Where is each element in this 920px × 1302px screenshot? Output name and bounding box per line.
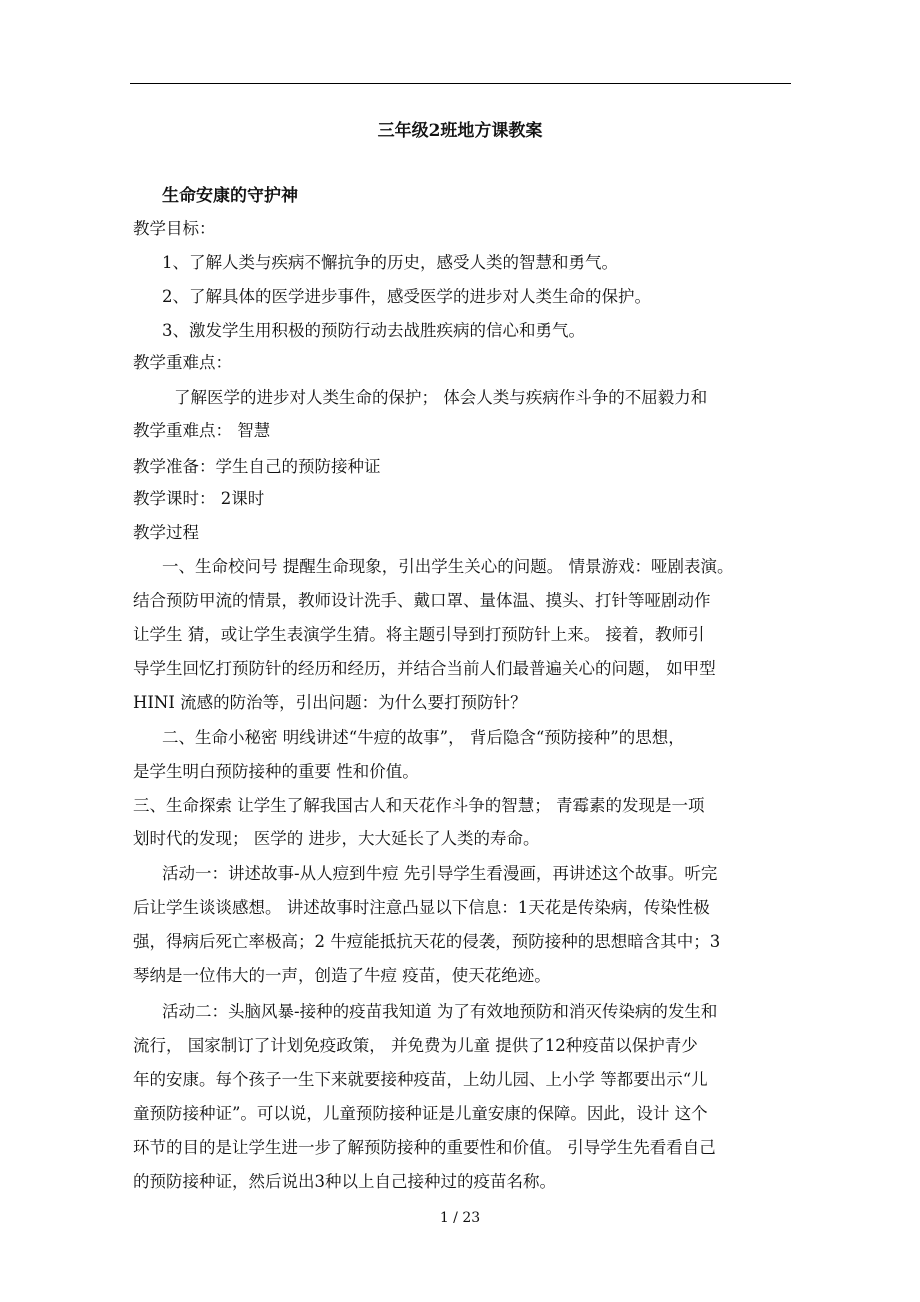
paragraph-line: 三、生命探索 让学生了解我国古人和天花作斗争的智慧； 青霉素的发现是一项 — [133, 796, 705, 815]
paragraph-line: 结合预防甲流的情景，教师设计洗手、戴口罩、量体温、摸头、打针等哑剧动作 — [133, 591, 711, 610]
section-heading-key-points: 教学重难点： — [133, 353, 232, 372]
paragraph-line: HINI 流感的防治等，引出问题：为什么要打预防针？ — [133, 693, 527, 712]
lesson-title: 生命安康的守护神 — [162, 186, 298, 206]
preparation-line: 教学准备：学生自己的预防接种证 — [133, 457, 381, 476]
key-points-continued: 教学重难点： 智慧 — [133, 421, 271, 440]
header-rule — [130, 83, 791, 84]
key-points-text: 了解医学的进步对人类生命的保护； 体会人类与疾病作斗争的不屈毅力和 — [174, 388, 708, 407]
paragraph-line: 强，得病后死亡率极高；2 牛痘能抵抗天花的侵袭，预防接种的思想暗含其中；3 — [133, 932, 721, 951]
periods-line: 教学课时： 2课时 — [133, 489, 265, 508]
document-title: 三年级2班地方课教案 — [377, 121, 543, 141]
paragraph-line: 的预防接种证，然后说出3种以上自己接种过的疫苗名称。 — [133, 1172, 556, 1191]
objective-1: 1、了解人类与疾病不懈抗争的历史，感受人类的智慧和勇气。 — [162, 253, 618, 272]
section-heading-process: 教学过程 — [133, 523, 199, 542]
paragraph-line: 流行， 国家制订了计划免疫政策， 并免费为儿童 提供了12种疫苗以保护青少 — [133, 1036, 698, 1055]
page-number: 1 / 23 — [439, 1210, 481, 1226]
paragraph-line: 环节的目的是让学生进一步了解预防接种的重要性和价值。 引导学生先看看自己 — [133, 1138, 716, 1157]
paragraph-line: 年的安康。每个孩子一生下来就要接种疫苗，上幼儿园、上小学 等都要出示“儿 — [133, 1070, 708, 1089]
paragraph-line: 是学生明白预防接种的重要 性和价值。 — [133, 762, 419, 781]
section-heading-objectives: 教学目标： — [133, 219, 216, 238]
paragraph-line: 一、生命校问号 提醒生命现象，引出学生关心的问题。 情景游戏：哑剧表演。 — [162, 557, 734, 576]
paragraph-line: 导学生回忆打预防针的经历和经历，并结合当前人们最普遍关心的问题， 如甲型 — [133, 659, 716, 678]
paragraph-line: 划时代的发现； 医学的 进步，大大延长了人类的寿命。 — [133, 829, 540, 848]
paragraph-line: 琴纳是一位伟大的一声，创造了牛痘 疫苗，使天花绝迹。 — [133, 966, 551, 985]
paragraph-line: 童预防接种证”。可以说，儿童预防接种证是儿童安康的保障。因此，设计 这个 — [133, 1104, 708, 1123]
objective-3: 3、激发学生用积极的预防行动去战胜疾病的信心和勇气。 — [162, 321, 585, 340]
objective-2: 2、了解具体的医学进步事件，感受医学的进步对人类生命的保护。 — [162, 287, 651, 306]
paragraph-line: 二、生命小秘密 明线讲述“牛痘的故事”， 背后隐含“预防接种”的思想， — [162, 728, 685, 747]
paragraph-line: 让学生 猜，或让学生表演学生猜。将主题引导到打预防针上来。 接着，教师引 — [133, 625, 705, 644]
paragraph-line: 后让学生谈谈感想。 讲述故事时注意凸显以下信息：1天花是传染病，传染性极 — [133, 898, 710, 917]
paragraph-line: 活动二：头脑风暴-接种的疫苗我知道 为了有效地预防和消灭传染病的发生和 — [162, 1002, 718, 1021]
paragraph-line: 活动一：讲述故事-从人痘到牛痘 先引导学生看漫画，再讲述这个故事。听完 — [162, 864, 718, 883]
